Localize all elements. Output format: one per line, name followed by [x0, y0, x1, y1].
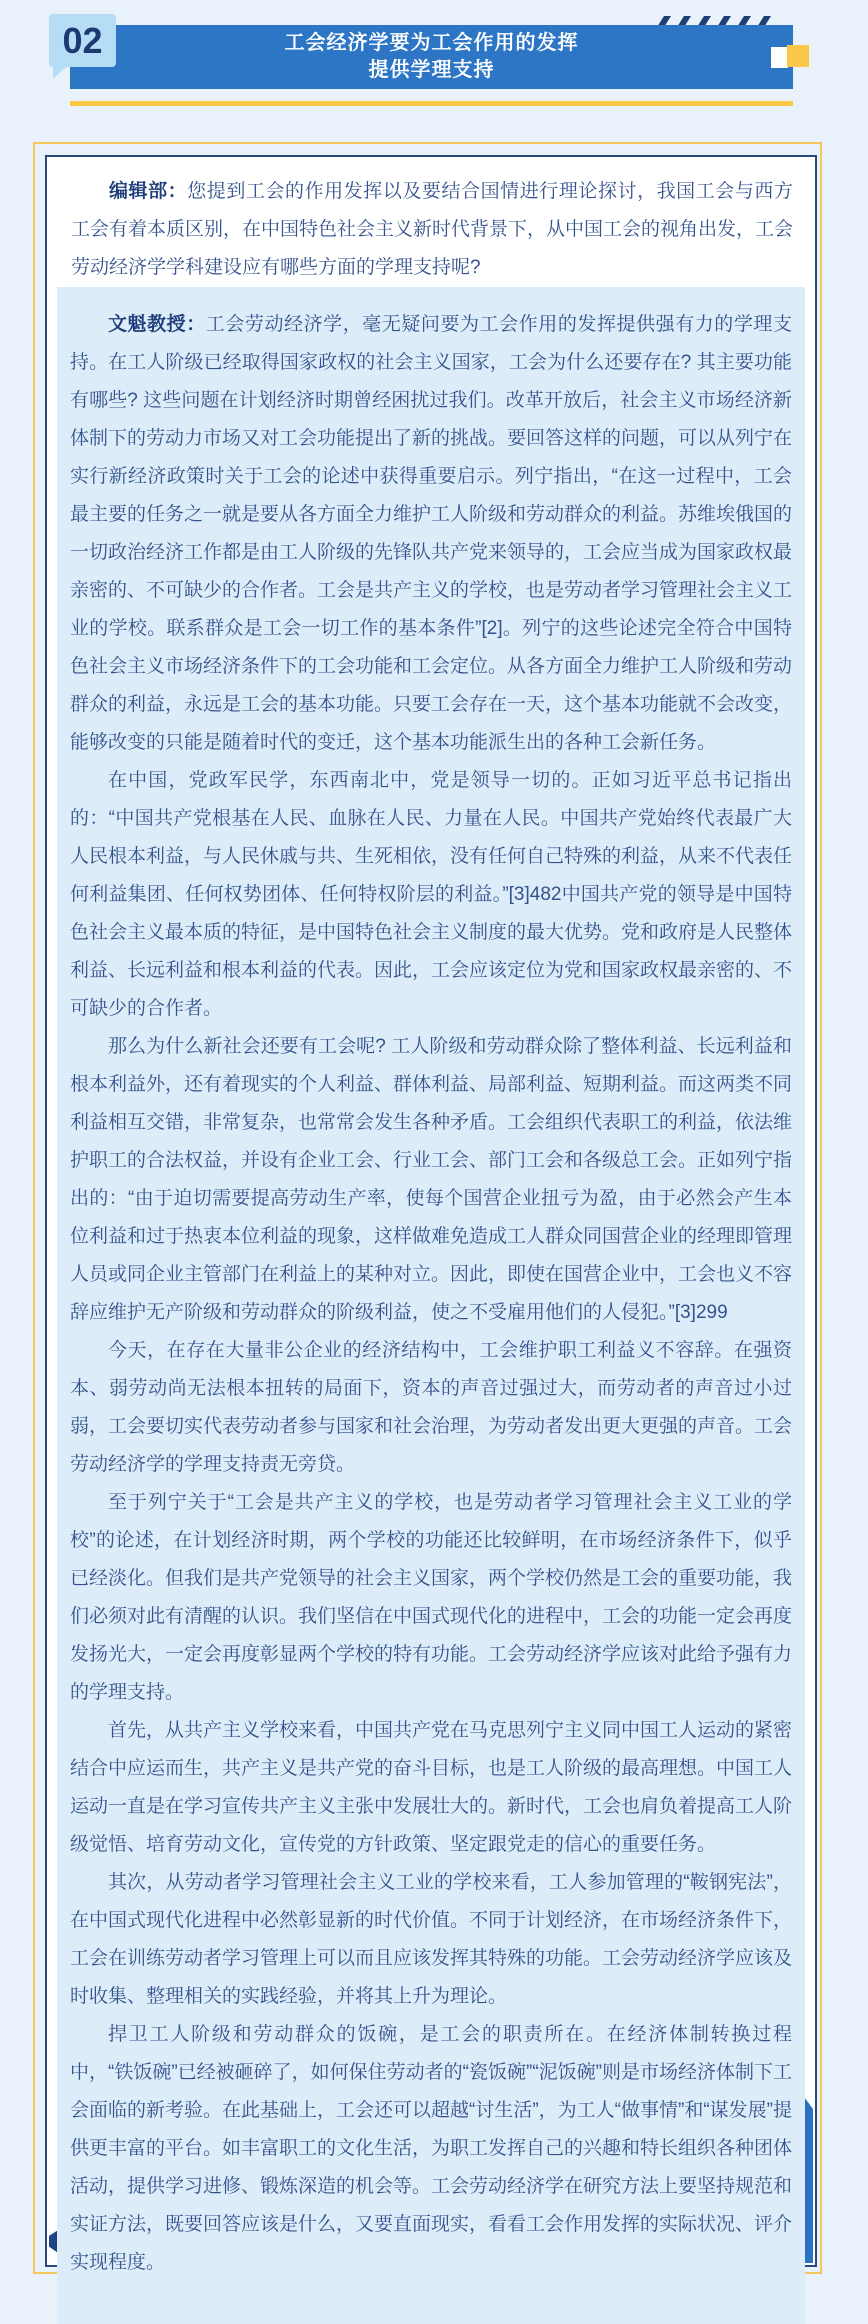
yellow-square-decoration — [787, 45, 809, 67]
badge-tail-decoration — [53, 66, 67, 79]
answer-speaker: 文魁教授： — [108, 314, 206, 335]
answer-paragraph: 群众的利益，永远是工会的基本功能。只要工会存在一天，这个基本功能就不会改变，能够改变的只能是随着时代的变迁，这个基本功能派生出的各种工会新任务。 — [70, 694, 793, 753]
answer-lead-text: 工会劳动经济学，毫无疑问要为工会作用的发挥提供强有力的学理支持。在工人阶级已经取得国家政权的社会主义国家，工会为什么还要存在? 其主要功能有哪些? 这些问题在计划经济时期曾经困扰过我们。改革开放后，社会主义市场经济新体制下的劳动力市场又对工会功能提出了新的挑战。要回答这样的问题，可以从列宁在实行新经济政策时关于工会的论述中获得重要启示。列宁指出，“在这一过程中，工会最主要的任务之一就是要从各方面全力维护工人阶级和劳动群众的利益。苏维埃俄国的一切政治经济工作都是由工人阶级的先锋队共产党来领导的，工会应当成为国家政权最亲密的、不可缺少的合作者。工会是共产主义的学校，也是劳动者学习管理社会主义工业的学校。联系群众是工会一切工作的基本条件”[2]。列宁的这些论述完全符合中国特色社会主义市场经济条件下的工会功能和工会定位。从各方面全力维护工人阶级和劳动 — [70, 314, 793, 677]
question-block — [71, 173, 793, 287]
section-title-banner — [70, 25, 793, 89]
answer-paragraph: 今天，在存在大量非公企业的经济结构中，工会维护职工利益义不容辞。在强资本、弱劳动尚无法根本扭转的局面下，资本的声音过强过大，而劳动者的声音过小过弱，工会要切实代表劳动者参与国家和社会治理，为劳动者发出更大更强的声音。工会劳动经济学的学理支持责无旁贷。 — [70, 1340, 793, 1475]
answer-paragraph: 其次，从劳动者学习管理社会主义工业的学校来看，工人参加管理的“鞍钢宪法”，在中国式现代化进程中必然彰显新的时代价值。不同于计划经济，在市场经济条件下，工会在训练劳动者学习管理上可以而且应该发挥其特殊的功能。工会劳动经济学应该及时收集、整理相关的实践经验，并将其上升为理论。 — [70, 1872, 793, 2007]
section-title-line2: 提供学理支持 — [368, 59, 495, 81]
answer-block — [57, 287, 805, 2324]
section-title-line1: 工会经济学要为工会作用的发挥 — [284, 32, 579, 54]
question-speaker: 编辑部： — [109, 181, 188, 202]
answer-paragraph: 捍卫工人阶级和劳动群众的饭碗，是工会的职责所在。在经济体制转换过程中，“铁饭碗”已经被砸碎了，如何保住劳动者的“瓷饭碗”“泥饭碗”则是市场经济体制下工会面临的新考验。在此基础上，工会还可以超越“讨生活”，为工人“做事情”和“谋发展”提供更丰富的平台。如丰富职工的文化生活，为职工发挥自己的兴趣和特长组织各种团体活动，提供学习进修、锻炼深造的机会等。工会劳动经济学在研究方法上要坚持规范和实证方法，既要回答应该是什么，又要直面现实，看看工会作用发挥的实际状况、评介实现程度。 — [70, 2024, 793, 2273]
answer-paragraph: 首先，从共产主义学校来看，中国共产党在马克思列宁主义同中国工人运动的紧密结合中应运而生，共产主义是共产党的奋斗目标，也是工人阶级的最高理想。中国工人运动一直是在学习宣传共产主义主张中发展壮大的。新时代，工会也肩负着提高工人阶级觉悟、培育劳动文化，宣传党的方针政策、坚定跟党走的信心的重要任务。 — [70, 1720, 793, 1855]
inner-content-frame — [45, 155, 817, 2273]
answer-paragraph-lead — [70, 306, 792, 686]
question-text: 您提到工会的作用发挥以及要结合国情进行理论探讨，我国工会与西方工会有着本质区别，在中国特色社会主义新时代背景下，从中国工会的视角出发，工会劳动经济学学科建设应有哪些方面的学理支持呢? — [71, 181, 794, 278]
section-number-badge: 02 — [49, 14, 116, 67]
answer-paragraph: 那么为什么新社会还要有工会呢? 工人阶级和劳动群众除了整体利益、长远利益和根本利益外，还有着现实的个人利益、群体利益、局部利益、短期利益。而这两类不同利益相互交错，非常复杂，也常常会发生各种矛盾。工会组织代表职工的利益，依法维护职工的合法权益，并设有企业工会、行业工会、部门工会和各级总工会。正如列宁指出的：“由于迫切需要提高劳动生产率，使每个国营企业扭亏为盈，由于必然会产生本位利益和过于热衷本位利益的现象，这样做难免造成工人群众同国营企业的经理即管理人员或同企业主管部门在利益上的某种对立。因此，即使在国营企业中，工会也义不容辞应维护无产阶级和劳动群众的阶级利益，使之不受雇用他们的人侵犯。”[3]299 — [70, 1036, 793, 1323]
white-square-decoration — [771, 47, 788, 68]
answer-paragraph: 至于列宁关于“工会是共产主义的学校，也是劳动者学习管理社会主义工业的学校”的论述，在计划经济时期，两个学校的功能还比较鲜明，在市场经济条件下，似乎已经淡化。但我们是共产党领导的社会主义国家，两个学校仍然是工会的重要功能，我们必须对此有清醒的认识。我们坚信在中国式现代化的进程中，工会的功能一定会再度发扬光大，一定会再度彰显两个学校的特有功能。工会劳动经济学应该对此给予强有力的学理支持。 — [70, 1492, 793, 1703]
answer-paragraph: 在中国，党政军民学，东西南北中，党是领导一切的。正如习近平总书记指出的：“中国共产党根基在人民、血脉在人民、力量在人民。中国共产党始终代表最广大人民根本利益，与人民休戚与共、生死相依，没有任何自己特殊的利益，从来不代表任何利益集团、任何权势团体、任何特权阶层的利益。”[3]482中国共产党的领导是中国特色社会主义最本质的特征，是中国特色社会主义制度的最大优势。党和政府是人民整体利益、长远利益和根本利益的代表。因此，工会应该定位为党和国家政权最亲密的、不可缺少的合作者。 — [70, 770, 793, 1019]
question-paragraph — [71, 173, 793, 287]
banner-underline — [70, 101, 793, 106]
